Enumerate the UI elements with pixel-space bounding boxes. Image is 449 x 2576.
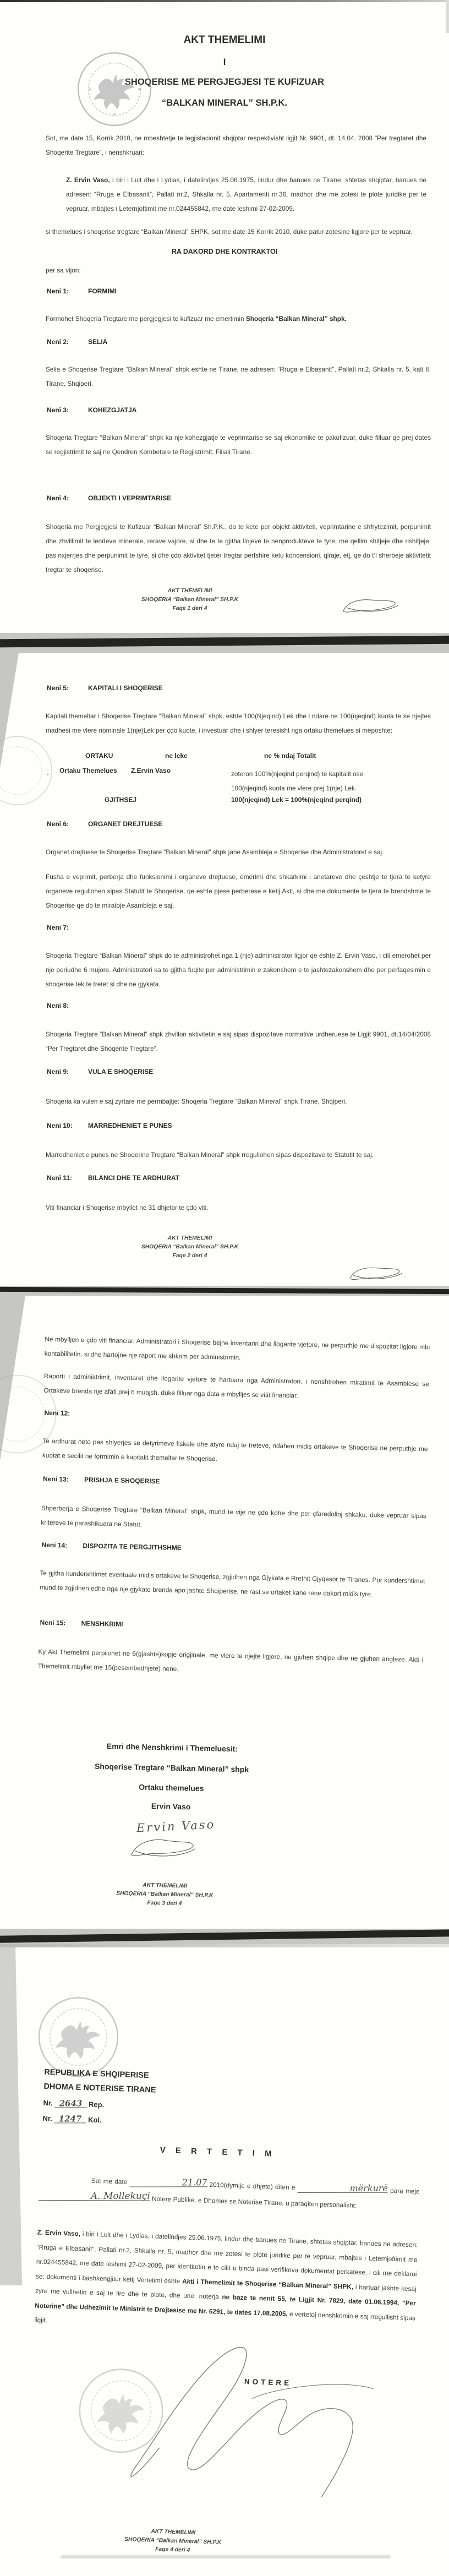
- page-number: Faqe 1 deri 4: [172, 605, 207, 612]
- company-name-title: “BALKAN MINERAL” SH.P.K.: [162, 98, 287, 108]
- ownership-line-1: zoteron 100%(njeqind perqind) te kapitalit ose: [231, 770, 364, 778]
- article-5-label: Neni 5:: [47, 684, 69, 692]
- page-separator-bar: [0, 1929, 449, 1943]
- article-15-title: NENSHKRIMI: [81, 1619, 123, 1628]
- notary-seal-stamp: [35, 1994, 122, 2080]
- page-separator-bar: [0, 636, 449, 648]
- article-13-label: Neni 13:: [42, 1475, 69, 1483]
- article-7-body: Shoqeria Tregtare “Balkan Mineral” shpk do te administrohet nga 1 (nje) administrator ligjor qe eshte Z. Ervin Vaso, i cili emerohet per nje periudhe 6 mujore. Administratori ka te gjitha fuqite per administrimin e zakonshem e te jashtezakonshem dhe per perfaqesimin e shoqerise tek te tretet si dhe ne gjykata.: [46, 952, 431, 988]
- legal-basis-reference: ne baze te nenit 55, te Ligjit Nr. 7829, date 01.06.1994, “Per Noterine” dhe Udhezimit te Ministrit te Drejtesise me Nr. 6291, te dates 17.08.2005,: [35, 2293, 417, 2318]
- article-15-label: Neni 15:: [40, 1618, 66, 1627]
- scanned-page-2: [0, 653, 449, 1286]
- table-total-label: GJITHSEJ: [105, 796, 137, 804]
- article-4-body: Shoqeria me Pergjegjesi te Kufizuar “Balkan Mineral” Sh.P.K., do te kete per objekt aktiviteti, veprimtarine e shfrytezimit, perpunimit dhe zhvillimit te lendeve minerale, rerave vajore, si dhe te te gjitha llojeve te nenprodukteve te tyre, me qellim shitjeje dhe rishitjeje, pas nxjerrjes dhe perpunimit te tyre, si dhe çdo aktivitet tjeter tregtar perfshire ketu koncensioni, qiraje, etj, qe do t’i sherbeje aktivitetit tregtar te shoqerise.: [46, 523, 431, 574]
- page-gap: [0, 1286, 449, 1296]
- article-11-title: BILANCI DHE TE ARDHURAT: [88, 1174, 179, 1182]
- republic-header: REPUBLIKA E SHQIPERISE: [44, 2067, 149, 2081]
- article-6-body-2: Fusha e veprimit, perberja dhe funksionimi i organeve drejtuese, emerimi dhe shkarkimi i anetareve dhe çeshtje te tjera te ketyre organeve regullohen sipas Statutit te Shoqerise, qe eshte pjese perberese e ketij Akti, si dhe me dokumente te tjera te brendshme te Shoqerise qe do te miratoje Asambleja e saj.: [46, 873, 431, 909]
- document-subtitle: SHOQERISE ME PERGJEGJESI TE KUFIZUAR: [124, 77, 325, 87]
- scanned-page-4: [0, 1944, 449, 2576]
- handwritten-date: 21.07: [130, 2179, 207, 2187]
- page-footer: AKT THEMELIMI SHOQERIA “Balkan Mineral” SH.P.K Faqe 1 deri 4: [107, 587, 272, 613]
- page-separator-bar: [0, 1287, 449, 1294]
- page-footer: AKT THEMELIMI SHOQERIA “Balkan Mineral” SH.P.K Faqe 3 deri 4: [82, 1880, 248, 1909]
- handwritten-kol-number: 1247: [54, 2115, 86, 2123]
- founder-details: i biri i Luit dhe i Lydias, i datelindjes 25.06.1975, lindur dhe banues ne Tirane, shtetas shqiptar, banues ne adresen: “Rruga e Elbasanit”, Pallati nr.2, Shkalla nr. 5, Apartamenti nr.36, madhor dhe me zotesi te plote juridike per te vepruar, mbajtes i Leternjoftimit me nr.024455842, me date leshimi 27-02-2009.: [66, 176, 426, 212]
- notary-chamber-header: DHOMA E NOTERISE TIRANE: [43, 2082, 156, 2095]
- scan-edge-top: [0, 0, 449, 2]
- repertory-number-line: Nr. 2643 Rep.: [43, 2098, 105, 2109]
- table-total-value: 100(njeqind) Lek = 100%(njeqind perqind): [231, 796, 362, 804]
- article-8-label: Neni 8:: [47, 1002, 69, 1009]
- founding-partner-name: Z.Ervin Vaso: [131, 767, 171, 774]
- article-6-title: ORGANET DREJTUESE: [88, 820, 163, 828]
- article-12-label: Neni 12:: [44, 1409, 70, 1417]
- handwritten-signature-name: Ervin Vaso: [136, 1818, 216, 1835]
- page-gap: [0, 633, 449, 653]
- scanned-page-3: [0, 1296, 449, 1929]
- document-title: AKT THEMELIMI: [183, 34, 266, 46]
- page-footer: AKT THEMELIMI SHOQERIA “Balkan Mineral” SH.P.K Faqe 4 deri 4: [90, 2525, 255, 2557]
- article-9-title: VULA E SHOQERISE: [88, 1068, 154, 1076]
- article-14-body: Te gjitha kundershtimet eventuale midis ortakeve te Shoqerise, zgjidhen nga Gjykata e Rrethit Gjyqesor te Tiranes. Por kundershtimet mund te zgjidhen edhe nga nje gjykate brenda apo jashte Shqiperise, ne rast se ortaket kane rene dakort midis tyre.: [39, 1569, 425, 1598]
- handwritten-rep-number: 2643: [54, 2099, 86, 2108]
- article-13-body: Shperberja e Shoqerise Tregtare “Balkan Mineral” shpk, mund te vije ne çdo kohe dhe per çfaredolloj shkaku, duke vepruar sipas kritereve te parashikuara ne Statut.: [41, 1504, 426, 1529]
- scanned-page-1: [0, 0, 449, 633]
- founder-name: Z. Ervin Vaso,: [66, 176, 110, 184]
- article-8-body: Shoqeria Tregtare “Balkan Mineral” shpk zhvillon aktivitetin e saj sipas dispozitave normative urdheruese te Ligjit 9901, dt.14/04/2008 “Per Tregtaret dhe Shoqerite Tregtare”.: [46, 1030, 431, 1052]
- signatory-heading: Emri dhe Nenshkrimi i Themeluesit:: [106, 1742, 238, 1754]
- article-10-label: Neni 10:: [47, 1122, 73, 1129]
- page-gap: [0, 1929, 449, 1944]
- article-10-title: MARREDHENIET E PUNES: [88, 1122, 172, 1129]
- article-2-title: SELIA: [88, 338, 108, 346]
- signature-scribble: [346, 1264, 406, 1285]
- certificate-title: V E R T E T I M: [160, 2145, 276, 2159]
- article-15-body: Ky Akt Themelimi perpilohet ne 6(gjashte)kopje origjinale, me vlere te njejte ligjore, ne gjuhen shqipe dhe ne gjuhen angleze. Akti i Themelimit mbyllet me 15(pesembedhjete) nene.: [37, 1647, 424, 1673]
- article-11-body: Viti financiar i Shoqerise mbyllet ne 31 dhjetor te çdo viti.: [46, 1204, 209, 1211]
- article-3-body: Shoqeria Tregtare “Balkan Mineral” shpk ka nje kohezgjatje te veprimtarise se saj ekonomike te pakufizuar, duke filluar qe prej dates se regjistrimit te saj ne Qendren Kombetare te Regjistrimit, Filiali Tirane.: [46, 434, 431, 456]
- skewed-scan-content: [0, 1296, 449, 1938]
- balance-paragraph-1: Ne mbylljen e çdo viti financiar, Administratori i Shoqerise bejne inventarin dhe llogarite vjetore, ne perputhje me dispozitat ligjore mbi kontabilitetin, si dhe hartojne nje raport me shkrim per administrimin.: [44, 1335, 430, 1362]
- notary-signature-label: NOTERE: [244, 2377, 292, 2388]
- page-number: Faqe 3 deri 4: [147, 1900, 182, 1907]
- follows-line: per sa vijon:: [46, 266, 81, 274]
- ownership-line-2: 100(njeqind) kuota me vlere prej 1(nje) Lek.: [231, 784, 357, 792]
- document-title-i: I: [223, 57, 226, 67]
- table-header-percent: ne % ndaj Totalit: [264, 752, 316, 760]
- article-9-label: Neni 9:: [47, 1068, 69, 1076]
- article-12-body: Te ardhurat neto pas shlyerjes se detyrimeve fiskale dhe atyre ndaj te treteve, ndahen midis ortakeve te Shoqerise ne perputhje me kuotat e secilit ne formimin e kapitalit themeltar te Shoqerise.: [42, 1437, 428, 1463]
- article-4-title: OBJEKTI I VEPRIMTARISE: [88, 494, 172, 502]
- signature-scribble: [127, 1835, 199, 1863]
- signatory-company: Shoqerise Tregtare “Balkan Mineral” shpk: [94, 1761, 249, 1774]
- article-5-title: KAPITALI I SHOQERISE: [88, 684, 163, 692]
- article-9-body: Shoqeria ka vulen e saj zyrtare me permbajtje: Shoqeria Tregtare “Balkan Mineral” shpk Tirane, Shqiperi.: [46, 1098, 347, 1105]
- scan-shadow-artifact: [61, 2555, 391, 2558]
- article-6-body-1: Organet drejtuese te Shoqerise Tregtare “Balkan Mineral” shpk jane Asambleja e Shoqerise dhe Administratoret e saj.: [46, 848, 384, 856]
- balance-paragraph-2: Raporti i administrimit, inventaret dhe llogarite vjetore te hartuara nga Administratori, i nenshtrohen miratimit te Asamblese se Ortakeve brenda nje afati prej 6 muajsh, duke filluar nga data e mbylljes se vitit financiar.: [43, 1372, 429, 1400]
- signatory-role: Ortaku themelues: [139, 1782, 204, 1793]
- article-2-body: Selia e Shoqerise Tregtare “Balkan Mineral” shpk eshte ne Tirane, ne adresen: “Rruga e Elbasanit”, Pallati nr.2, Shkalla nr. 5, kati II, Tirane, Shqiperi.: [46, 365, 431, 388]
- article-2-label: Neni 2:: [47, 338, 69, 346]
- handwritten-weekday: mërkurë: [298, 2185, 388, 2193]
- article-6-label: Neni 6:: [47, 820, 69, 828]
- article-13-title: PRISHJA E SHOQERISE: [84, 1476, 160, 1486]
- article-3-title: KOHEZGJATJA: [88, 406, 137, 414]
- table-header-lek: ne leke: [165, 752, 188, 760]
- company-name-bold: Shoqeria “Balkan Mineral” shpk.: [245, 315, 347, 323]
- article-7-label: Neni 7:: [47, 924, 69, 931]
- certificate-date-line: Sot me date 21.07 2010(dymije e dhjete) diten e mërkurë para meje A. Mollekuçi Notere Publike, e Dhomes se Noterise Tirane, u paraqiten personalisht:: [38, 2171, 420, 2216]
- article-1-title: FORMIMI: [88, 287, 117, 295]
- table-row-dash: -: [47, 770, 49, 778]
- skewed-scan-content: [0, 1944, 449, 2576]
- notary-seal-stamp-partial: [0, 734, 54, 807]
- signature-scribble: [340, 596, 401, 618]
- appearer-name: Z. Ervin Vaso,: [37, 2228, 81, 2238]
- article-14-label: Neni 14:: [41, 1541, 68, 1549]
- attached-act-reference: Akti i Themelimit te Shoqerise “Balkan Mineral” SHPK,: [182, 2277, 354, 2291]
- scan-edge-right: [446, 0, 449, 33]
- article-1-body: Formohet Shoqeria Tregtare me pergjegjesi te kufizuar me emertimin Shoqeria “Balkan Mineral” shpk.: [46, 315, 347, 323]
- notary-signature-scribble: [111, 2328, 408, 2508]
- intro-paragraph: Sot, me date 15, Korrik 2010, ne mbeshtetje te legjislacionit shqiptar respektivisht ligjit Nr. 9901, dt. 14.04. 2008 “Per tregtaret dhe Shoqerite Tregtare”, i nenshkruari:: [46, 134, 426, 156]
- article-10-body: Marredheniet e punes ne Shoqerine Tregtare “Balkan Mineral” shpk rregullohen sipas dispozitave te Statutit te saj.: [46, 1151, 374, 1159]
- page-footer: AKT THEMELIMI SHOQERIA “Balkan Mineral” SH.P.K Faqe 2 deri 4: [107, 1234, 272, 1260]
- page-number: Faqe 4 deri 4: [155, 2546, 190, 2554]
- article-11-label: Neni 11:: [47, 1174, 73, 1182]
- handwritten-notary-name: A. Mollekuçi: [39, 2192, 150, 2201]
- agreement-heading: RA DAKORD DHE KONTRAKTOI: [171, 248, 278, 255]
- founding-partner-label: Ortaku Themelues: [59, 767, 117, 774]
- article-4-label: Neni 4:: [47, 494, 69, 502]
- article-1-label: Neni 1:: [47, 287, 69, 295]
- founder-capacity-line: si themelues i shoqerise tregtare “Balkan Mineral” SHPK, sot me date 15 Korrik 2010, duke patur zotesine ligjore per te vepruar,: [46, 228, 413, 236]
- table-header-partner: ORTAKU: [85, 752, 113, 760]
- article-3-label: Neni 3:: [47, 406, 69, 414]
- collection-number-line: Nr. 1247 Kol.: [42, 2114, 102, 2125]
- article-5-body: Kapitali themeltar i Shoqerise Tregtare “Balkan Mineral” shpk, eshte 100(Njeqind) Lek dhe i ndare ne 100(njeqind) kuota te se njejtes madhesi me vlere nominale 1(nje)Lek per çdo kuote, i investuar dhe i shlyer teresisht nga ortaku themelues si meposhte:: [46, 712, 431, 734]
- founder-paragraph: [66, 173, 426, 216]
- notary-seal-stamp: [76, 51, 153, 128]
- signatory-name: Ervin Vaso: [151, 1801, 191, 1811]
- certificate-body: Z. Ervin Vaso, i biri i Luit dhe i Lydias, i datelindjes 25.06.1975, lindur dhe banues ne Tirane, shtetas shqiptar, banues ne adresen: “Rruga e Elbasanit”, Pallati nr.2, Shkalla nr. 5, madhor dhe me zotesi te plote juridike per te vepruar, mbajtes i Leternjoftimit me nr.024455842, me date leshimi 27-02-2009, per identitetin e te cilit u binda pasi verifikova dokumentat perkatese, i cili me deklaroi se: dokumenti i bashkengjitur ketij Vertetimi eshte Akti i Themelimit te Shoqerise “Balkan Mineral” SHPK, i hartuar jashte kesaj zyre me vullnetin e saj te lire dhe te plote, dhe une, noterja ne baze te nenit 55, te Ligjit Nr. 7829, date 01.06.1994, “Per Noterine” dhe Udhezimit te Ministrit te Drejtesise me Nr. 6291, te dates 17.08.2005, e vertetoj nenshkrimin e saj rregullisht sipas ligjit.: [34, 2228, 418, 2324]
- page-number: Faqe 2 deri 4: [172, 1253, 207, 1259]
- article-14-title: DISPOZITA TE PERGJITHSHME: [83, 1542, 182, 1552]
